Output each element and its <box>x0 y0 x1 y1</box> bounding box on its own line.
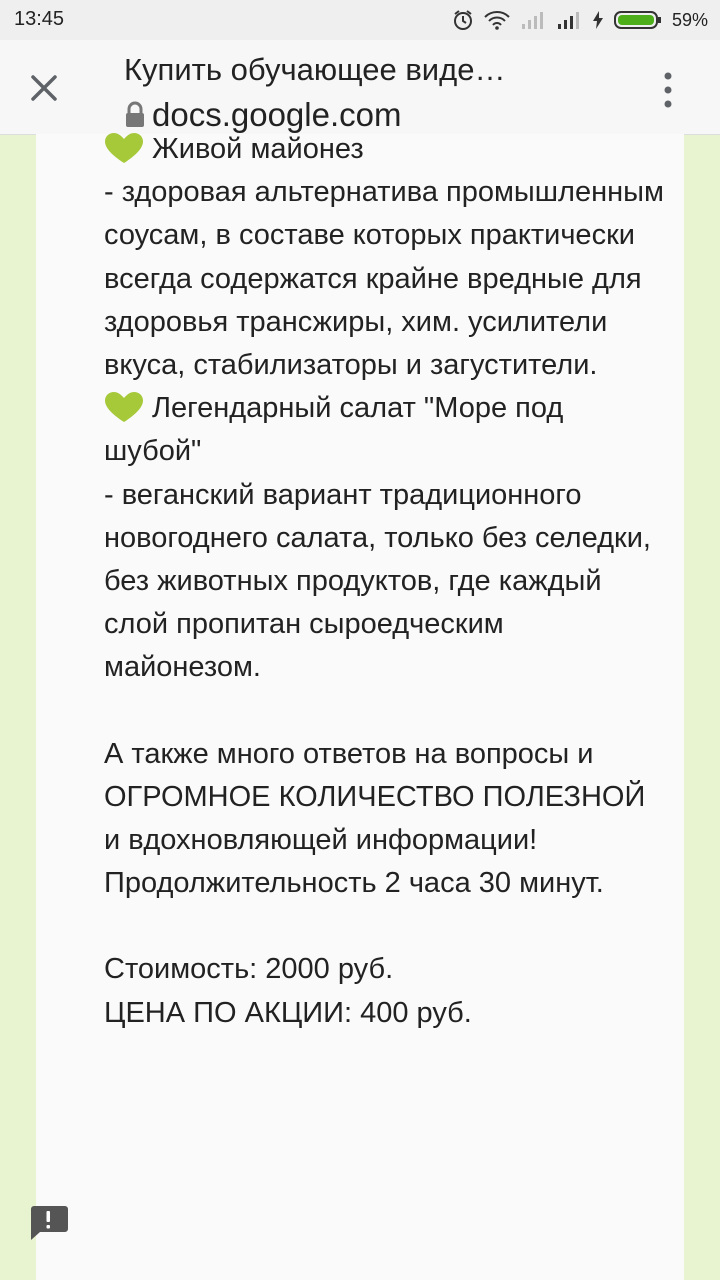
alarm-icon <box>452 9 474 31</box>
status-bar <box>0 0 720 40</box>
item-heading <box>104 387 664 473</box>
signal-weak-icon <box>520 10 546 30</box>
item-title: Живой майонез <box>152 133 364 165</box>
battery-percent: 59% <box>671 9 708 30</box>
heart-icon <box>104 391 144 423</box>
close-icon[interactable] <box>24 68 64 108</box>
heart-icon <box>104 132 144 164</box>
page-title: Купить обучающее виде… <box>124 52 506 87</box>
price-line: Стоимость: 2000 руб. <box>104 953 394 986</box>
item-heading <box>104 128 664 171</box>
item-description: - веганский вариант традиционного новогоднего салата, только без селедки, без животных продуктов, где каждый слой пропитан сыроедческим майонезом. <box>104 478 651 684</box>
browser-toolbar <box>0 40 720 135</box>
info-paragraph: А также много ответов на вопросы и ОГРОМНОЕ КОЛИЧЕСТВО ПОЛЕЗНОЙ и вдохновляющей информации! Продолжительность 2 часа 30 минут. <box>104 737 646 900</box>
url-text: docs.google.com <box>152 96 402 133</box>
battery-icon <box>614 9 662 31</box>
more-options-icon[interactable] <box>660 70 676 110</box>
item-description: - здоровая альтернатива промышленным соусам, в составе которых практически всегда содержатся крайне вредные для здоровья трансжиры, хим. усилители вкуса, стабилизаторы и загустители. <box>104 176 664 382</box>
status-time: 13:45 <box>14 8 65 30</box>
charging-icon <box>592 10 604 30</box>
document-content <box>104 128 664 1035</box>
wifi-icon <box>484 10 510 30</box>
feedback-icon[interactable] <box>28 1202 68 1240</box>
lock-icon <box>124 101 146 129</box>
item-title: Легендарный салат "Море под шубой" <box>104 392 564 468</box>
promo-price-line: ЦЕНА ПО АКЦИИ: 400 руб. <box>104 996 472 1029</box>
signal-icon <box>556 10 582 30</box>
